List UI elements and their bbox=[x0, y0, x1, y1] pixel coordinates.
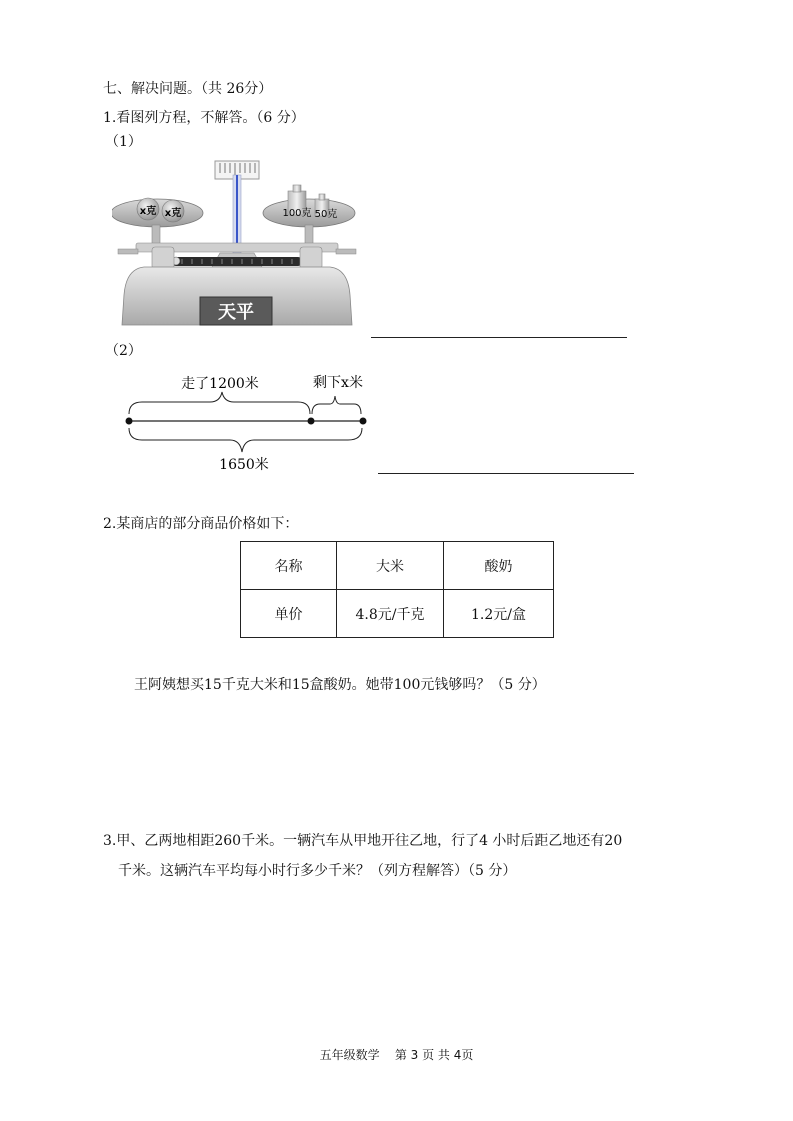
balance-base-label: 天平 bbox=[218, 302, 254, 323]
segment-walked-label: 走了1200米 bbox=[181, 376, 259, 392]
segment-mid-point bbox=[308, 418, 315, 425]
q3-line1: 3.甲、乙两地相距260千米。一辆汽车从甲地开往乙地，行了4 小时后距乙地还有20 bbox=[103, 833, 623, 849]
left-pan-weight-2: x克 bbox=[164, 208, 182, 219]
table-cell: 4.8元/千克 bbox=[337, 590, 444, 638]
segment-start-point bbox=[126, 418, 133, 425]
price-table bbox=[240, 541, 554, 638]
q1-part1-answer-line[interactable] bbox=[371, 337, 627, 338]
q1-title: 1.看图列方程，不解答。（6 分） bbox=[103, 110, 305, 126]
q3-line2: 千米。这辆汽车平均每小时行多少千米？（列方程解答）（5 分） bbox=[118, 863, 517, 879]
segment-total-label: 1650米 bbox=[219, 457, 269, 473]
table-cell: 单价 bbox=[241, 590, 337, 638]
right-pan-weight-100: 100克 bbox=[282, 208, 312, 219]
page-footer: 五年级数学 第 3 页 共 4页 bbox=[319, 1048, 474, 1062]
q1-part2-answer-line[interactable] bbox=[378, 473, 634, 474]
table-header-cell: 酸奶 bbox=[444, 542, 554, 590]
table-header-cell: 名称 bbox=[241, 542, 337, 590]
table-cell: 1.2元/盒 bbox=[444, 590, 554, 638]
q1-part2-label: （2） bbox=[105, 343, 142, 359]
q2-question: 王阿姨想买15千克大米和15盒酸奶。她带100元钱够吗？（5 分） bbox=[134, 677, 546, 693]
table-header-cell: 大米 bbox=[337, 542, 444, 590]
segment-left-label: 剩下x米 bbox=[313, 375, 363, 391]
segment-end-point bbox=[360, 418, 367, 425]
table-row bbox=[241, 590, 554, 638]
distance-segment-diagram bbox=[120, 368, 380, 478]
q1-part1-label: （1） bbox=[105, 134, 142, 150]
table-row bbox=[241, 542, 554, 590]
q2-title: 2.某商店的部分商品价格如下： bbox=[103, 516, 299, 532]
left-pan-weight-1: x克 bbox=[139, 206, 157, 217]
balance-scale-illustration bbox=[112, 155, 362, 335]
right-pan-weight-50: 50克 bbox=[314, 209, 338, 220]
section-title: 七、解决问题。（共 26分） bbox=[103, 81, 273, 97]
